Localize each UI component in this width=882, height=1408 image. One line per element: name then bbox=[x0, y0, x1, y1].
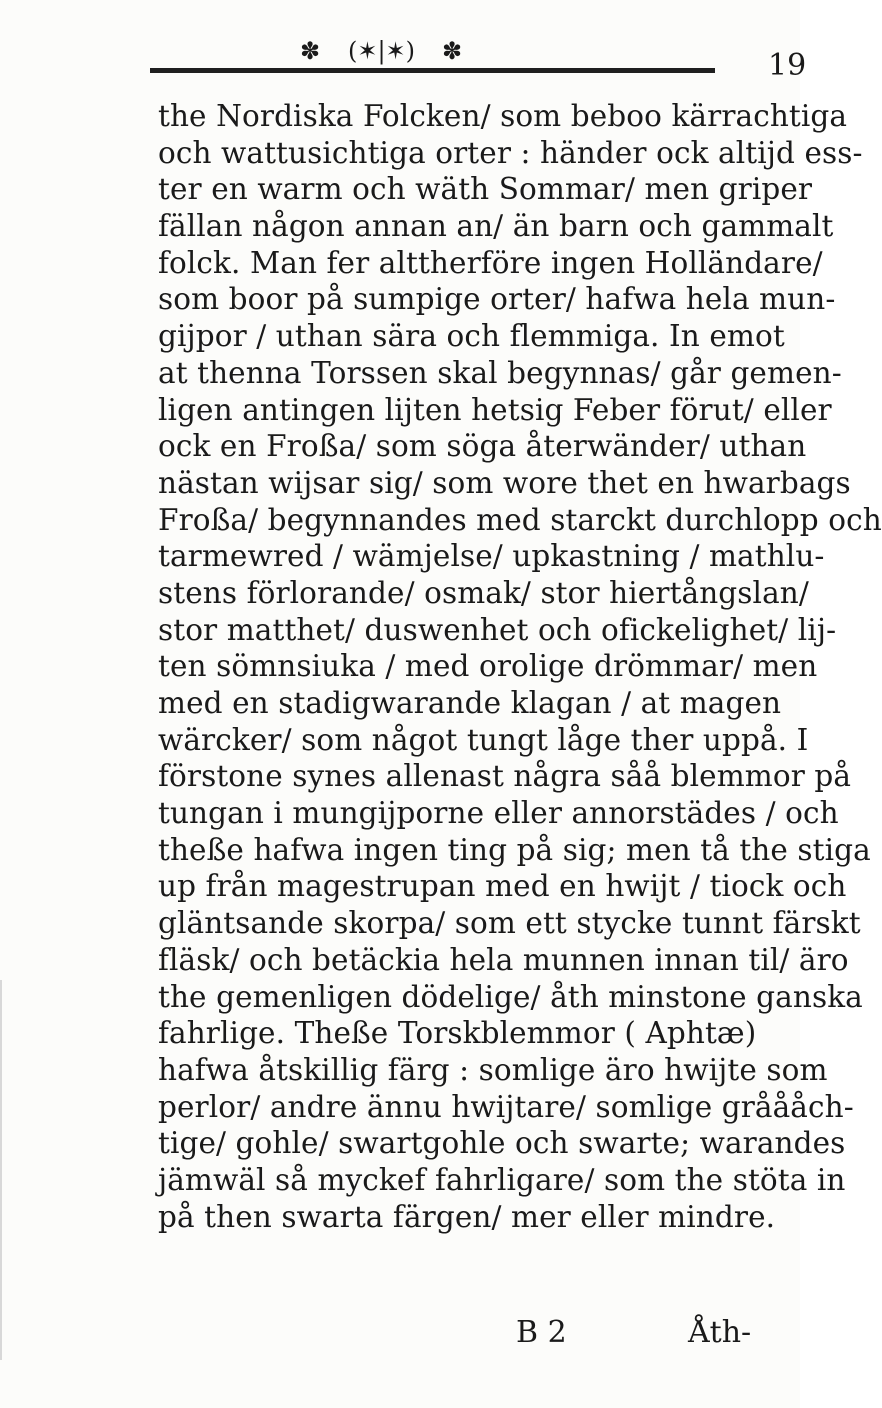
flower-ornament-icon: ✽ bbox=[442, 37, 463, 65]
text-line: fällan någon annan an/ än barn och gammalt bbox=[158, 209, 834, 244]
page-number: 19 bbox=[768, 48, 807, 83]
page-footer bbox=[0, 1315, 800, 1365]
text-line: gijpor / uthan sära och flemmiga. In emot bbox=[158, 319, 785, 354]
text-line: folck. Man fer alttherföre ingen Holländare/ bbox=[158, 245, 823, 280]
text-line: the Nordiska Folcken/ som beboo kärrachtiga bbox=[158, 99, 848, 133]
text-line: the gemenligen dödelige/ åth minstone ganska bbox=[158, 979, 863, 1014]
text-line: på then swarta färgen/ mer eller mindre. bbox=[158, 1199, 776, 1234]
text-line: perlor/ andre ännu hwijtare/ somlige gråååch- bbox=[158, 1089, 854, 1124]
text-line: stor matthet/ duswenhet och ofickelighet/ lij- bbox=[158, 612, 837, 647]
header-rule bbox=[150, 68, 715, 73]
text-line: och wattusichtiga orter : händer ock altijd ess- bbox=[158, 135, 863, 170]
text-line: med en stadigwarande klagan / at magen bbox=[158, 686, 782, 720]
signature-mark: B 2 bbox=[516, 1315, 567, 1350]
text-line: at thenna Torssen skal begynnas/ går gemen- bbox=[158, 355, 842, 390]
text-line: som boor på sumpige orter/ hafwa hela mun- bbox=[158, 282, 836, 317]
flower-ornament-icon: ✽ bbox=[300, 37, 321, 65]
text-line: fläsk/ och betäckia hela munnen innan til/ äro bbox=[158, 942, 849, 977]
text-line: jämwäl så myckef fahrligare/ som the stöta in bbox=[158, 1162, 846, 1197]
text-line: ten sömnsiuka / med orolige drömmar/ men bbox=[158, 649, 818, 684]
text-line: förstone synes allenast några såå blemmor på bbox=[158, 759, 852, 794]
text-line: tungan i mungijporne eller annorstädes / och bbox=[158, 796, 839, 831]
page-edge-line bbox=[0, 980, 2, 1360]
text-line: ter en warm och wäth Sommar/ men griper bbox=[158, 172, 813, 207]
text-line: Froßa/ begynnandes med starckt durchlopp och bbox=[158, 502, 882, 537]
text-line: hafwa åtskillig färg : somlige äro hwijte som bbox=[158, 1052, 828, 1087]
text-line: wärcker/ som något tungt låge ther uppå. I bbox=[158, 722, 809, 757]
text-line: tarmewred / wämjelse/ upkastning / mathlu- bbox=[158, 539, 825, 574]
text-line: fahrlige. Theße Torskblemmor ( Aphtæ) bbox=[158, 1016, 757, 1051]
page-header bbox=[150, 36, 765, 84]
text-line: ligen antingen lijten hetsig Feber förut/ eller bbox=[158, 392, 832, 427]
text-line: theße hafwa ingen ting på sig; men tå the stiga bbox=[158, 832, 871, 867]
header-ornament: (✶|✶) bbox=[348, 37, 416, 65]
text-line: nästan wijsar sig/ som wore thet en hwarbags bbox=[158, 465, 851, 500]
text-line: ock en Froßa/ som söga återwänder/ uthan bbox=[158, 429, 807, 464]
text-line: stens förlorande/ osmak/ stor hiertångslan/ bbox=[158, 575, 809, 610]
body-text bbox=[158, 98, 882, 1235]
catchword: Åth- bbox=[688, 1315, 752, 1350]
text-line: gläntsande skorpa/ som ett stycke tunnt färskt bbox=[158, 906, 861, 941]
text-line: up från magestrupan med en hwijt / tiock och bbox=[158, 869, 847, 904]
text-line: tige/ gohle/ swartgohle och swarte; warandes bbox=[158, 1126, 846, 1161]
